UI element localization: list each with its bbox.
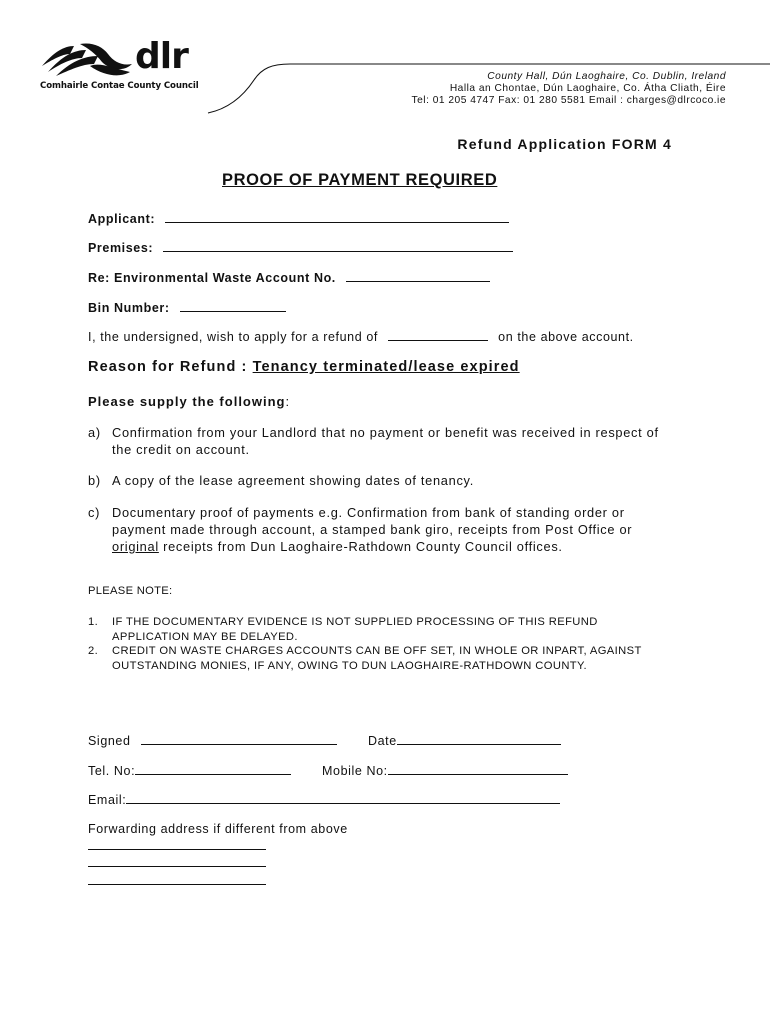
applicant-label: Applicant: bbox=[88, 212, 156, 226]
bin-row bbox=[88, 300, 286, 315]
header-divider-curve bbox=[0, 0, 770, 130]
email-field[interactable] bbox=[126, 792, 560, 804]
refund-sentence-start: I, the undersigned, wish to apply for a refund of bbox=[88, 330, 378, 344]
applicant-row bbox=[88, 211, 509, 226]
bin-number-field[interactable] bbox=[180, 300, 286, 312]
date-row bbox=[368, 733, 561, 748]
refund-sentence-end: on the above account. bbox=[498, 330, 634, 344]
requirement-c bbox=[88, 504, 678, 572]
note-marker: 2. bbox=[88, 645, 99, 657]
requirement-text-after: receipts from Dun Laoghaire-Rathdown County Council offices. bbox=[163, 539, 563, 554]
premises-field[interactable] bbox=[163, 240, 513, 252]
account-label: Re: Environmental Waste Account No. bbox=[88, 271, 336, 285]
supply-heading: Please supply the following bbox=[88, 394, 286, 409]
note-text: CREDIT ON WASTE CHARGES ACCOUNTS CAN BE OFF SET, IN WHOLE OR INPART, AGAINST OUTSTANDING MONIES, IF ANY, OWING TO DUN LAOGHAIRE-RATHDOWN COUNTY. bbox=[112, 645, 642, 672]
contact-line: Tel: 01 205 4747 Fax: 01 280 5581 Email : charges@dlrcoco.ie bbox=[411, 95, 726, 106]
form-label: Refund Application FORM 4 bbox=[457, 136, 672, 152]
requirement-marker: a) bbox=[88, 425, 101, 440]
requirement-text: A copy of the lease agreement showing dates of tenancy. bbox=[112, 473, 474, 488]
refund-amount-field[interactable] bbox=[388, 329, 488, 341]
address-block bbox=[412, 71, 726, 107]
premises-row bbox=[88, 240, 513, 255]
mobile-row bbox=[322, 763, 568, 778]
mobile-field[interactable] bbox=[388, 763, 568, 775]
requirement-emphasis: original bbox=[112, 539, 159, 554]
date-field[interactable] bbox=[397, 733, 561, 745]
requirement-b bbox=[88, 472, 678, 489]
account-row bbox=[88, 270, 490, 285]
account-number-field[interactable] bbox=[346, 270, 490, 282]
note-item-2 bbox=[88, 644, 678, 689]
note-marker: 1. bbox=[88, 616, 99, 628]
reason-label: Reason for Refund : bbox=[88, 359, 248, 375]
note-item-1 bbox=[88, 615, 678, 645]
mobile-label: Mobile No: bbox=[322, 764, 388, 778]
tel-label: Tel. No: bbox=[88, 764, 136, 778]
forwarding-address-line-3[interactable] bbox=[88, 884, 266, 885]
reason-value: Tenancy terminated/lease expired bbox=[252, 359, 520, 375]
forwarding-address-line-2[interactable] bbox=[88, 866, 266, 867]
logo-wordmark: dlr bbox=[135, 36, 188, 77]
forwarding-label: Forwarding address if different from above bbox=[88, 822, 348, 836]
note-text: IF THE DOCUMENTARY EVIDENCE IS NOT SUPPLIED PROCESSING OF THIS REFUND APPLICATION MAY BE DELAYED. bbox=[112, 616, 598, 643]
premises-label: Premises: bbox=[88, 241, 154, 255]
email-label: Email: bbox=[88, 793, 127, 807]
address-line-irish: Halla an Chontae, Dún Laoghaire, Co. Átha Cliath, Éire bbox=[449, 83, 726, 94]
reason-row bbox=[88, 359, 520, 375]
email-row bbox=[88, 792, 560, 807]
requirement-text bbox=[112, 504, 672, 555]
forwarding-address-line-1[interactable] bbox=[88, 849, 266, 850]
address-line-english: County Hall, Dún Laoghaire, Co. Dublin, Ireland bbox=[487, 71, 726, 82]
notes-heading: PLEASE NOTE: bbox=[88, 585, 173, 597]
signed-label: Signed bbox=[88, 734, 131, 748]
signed-field[interactable] bbox=[141, 733, 337, 745]
supply-heading-row bbox=[88, 394, 290, 409]
applicant-field[interactable] bbox=[165, 211, 509, 223]
requirement-a bbox=[88, 424, 678, 458]
requirement-marker: c) bbox=[88, 505, 101, 520]
tel-row bbox=[88, 763, 291, 778]
date-label: Date bbox=[368, 734, 397, 748]
requirement-text-before: Documentary proof of payments e.g. Confirmation from bank of standing order or payment made through account, a stamped bank giro, receipts from Post Office or bbox=[112, 505, 633, 537]
refund-amount-row bbox=[88, 329, 634, 344]
tel-field[interactable] bbox=[135, 763, 291, 775]
supply-colon: : bbox=[285, 394, 291, 409]
council-name: Comhairle Contae County Council bbox=[40, 81, 199, 91]
signed-row bbox=[88, 733, 337, 748]
requirement-text: Confirmation from your Landlord that no payment or benefit was received in respect of the credit on account. bbox=[112, 425, 659, 457]
requirement-marker: b) bbox=[88, 473, 101, 488]
bin-label: Bin Number: bbox=[88, 301, 170, 315]
page-title: PROOF OF PAYMENT REQUIRED bbox=[222, 171, 498, 189]
